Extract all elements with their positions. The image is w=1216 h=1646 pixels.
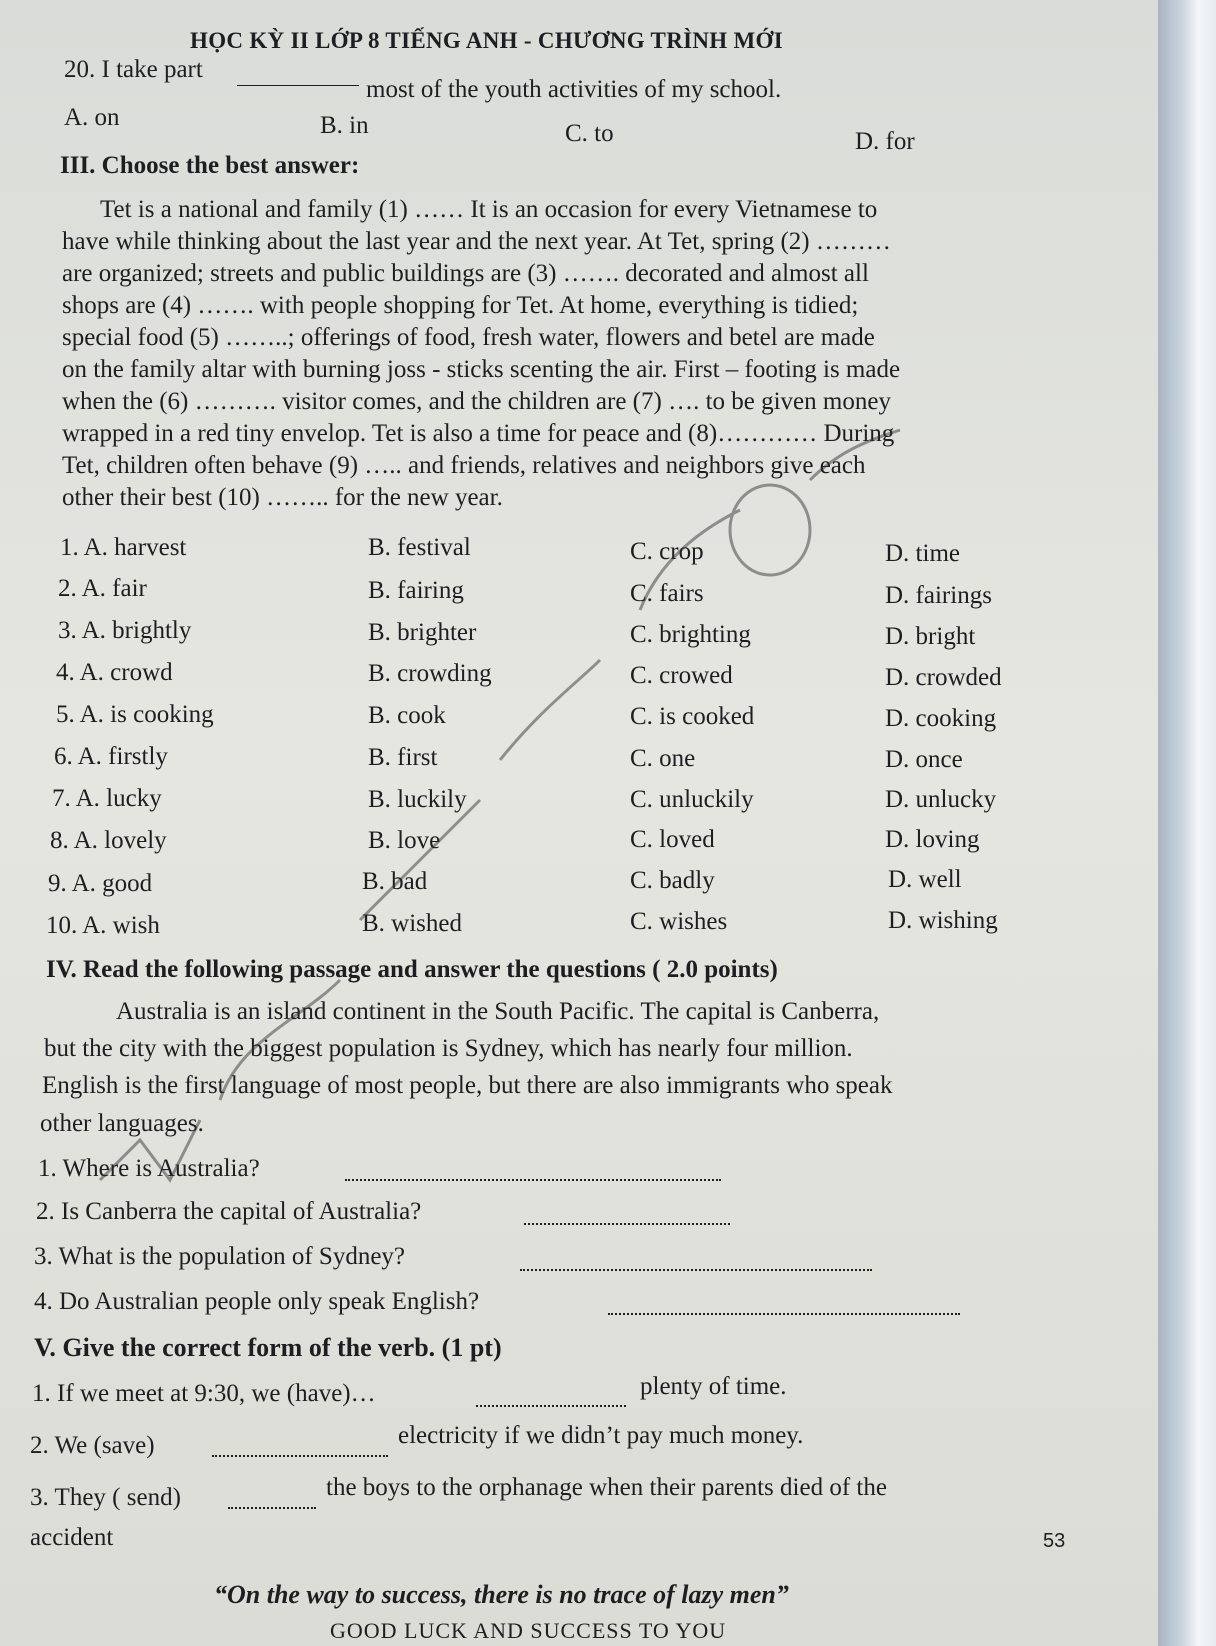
verb-item-3-suffix: the boys to the orphanage when their parents died of the <box>326 1474 887 1501</box>
passage-line: when the (6) ………. visitor comes, and the children are (7) …. to be given money <box>62 388 891 415</box>
section4-heading: IV. Read the following passage and answer the questions ( 2.0 points) <box>46 956 778 983</box>
passage-line: but the city with the biggest population is Sydney, which has nearly four million. <box>44 1035 853 1062</box>
option-d[interactable]: D. crowded <box>885 664 1002 691</box>
verb-answer-1[interactable] <box>476 1404 626 1407</box>
option-a[interactable]: 6. A. firstly <box>54 743 168 770</box>
option-c[interactable]: C. crop <box>630 538 704 565</box>
verb-item-2-prefix: 2. We (save) <box>30 1432 155 1459</box>
option-b[interactable]: B. bad <box>362 868 428 895</box>
option-a[interactable]: 1. A. harvest <box>60 534 187 561</box>
passage-line: on the family altar with burning joss - sticks scenting the air. First – footing is made <box>62 356 901 383</box>
q20-option-c: C. to <box>565 120 614 147</box>
option-d[interactable]: D. bright <box>885 623 976 650</box>
passage-line: have while thinking about the last year and the next year. At Tet, spring (2) ……… <box>62 228 891 255</box>
verb-item-3-continuation: accident <box>30 1524 114 1551</box>
verb-item-1-suffix: plenty of time. <box>640 1373 787 1400</box>
section3-heading: III. Choose the best answer: <box>60 152 360 179</box>
answer-field-3[interactable] <box>520 1268 872 1271</box>
option-c[interactable]: C. crowed <box>630 662 733 689</box>
option-c[interactable]: C. fairs <box>630 580 704 607</box>
passage-line: other languages. <box>40 1110 204 1137</box>
option-d[interactable]: D. loving <box>885 826 980 853</box>
q20-prefix: 20. I take part <box>64 56 203 83</box>
passage-line: Tet is a national and family (1) …… It is an occasion for every Vietnamese to <box>100 196 878 223</box>
passage-line: special food (5) ……..; offerings of food, fresh water, flowers and betel are made <box>62 324 875 351</box>
option-a[interactable]: 2. A. fair <box>58 575 147 602</box>
option-c[interactable]: C. brighting <box>630 621 751 648</box>
option-d[interactable]: D. unlucky <box>885 786 997 813</box>
option-c[interactable]: C. wishes <box>630 908 728 935</box>
background-edge <box>1158 0 1216 1646</box>
passage-line: English is the first language of most people, but there are also immigrants who speak <box>42 1072 893 1099</box>
option-b[interactable]: B. cook <box>368 702 446 729</box>
footer-text: GOOD LUCK AND SUCCESS TO YOU <box>330 1618 727 1643</box>
page-number: 53 <box>1043 1530 1066 1552</box>
answer-field-1[interactable] <box>345 1178 721 1181</box>
option-c[interactable]: C. badly <box>630 867 715 894</box>
option-b[interactable]: B. brighter <box>368 619 477 646</box>
q20-suffix: most of the youth activities of my school. <box>366 76 782 103</box>
passage-line: Tet, children often behave (9) ….. and friends, relatives and neighbors give each <box>62 452 866 479</box>
q20-option-d: D. for <box>855 128 915 155</box>
option-d[interactable]: D. time <box>885 540 960 567</box>
option-c[interactable]: C. one <box>630 745 696 772</box>
option-d[interactable]: D. once <box>885 746 963 773</box>
verb-answer-3[interactable] <box>228 1506 316 1509</box>
option-b[interactable]: B. luckily <box>368 786 467 813</box>
option-a[interactable]: 7. A. lucky <box>52 785 162 812</box>
option-a[interactable]: 3. A. brightly <box>58 617 192 644</box>
option-b[interactable]: B. love <box>368 827 441 854</box>
passage-line: Australia is an island continent in the South Pacific. The capital is Canberra, <box>116 998 880 1025</box>
option-b[interactable]: B. wished <box>362 910 462 937</box>
passage-line: wrapped in a red tiny envelop. Tet is also a time for peace and (8)………… During <box>62 420 895 447</box>
section5-heading: V. Give the correct form of the verb. (1 pt) <box>34 1333 502 1362</box>
option-d[interactable]: D. wishing <box>888 907 998 934</box>
verb-item-1-prefix: 1. If we meet at 9:30, we (have)… <box>32 1380 376 1407</box>
option-b[interactable]: B. fairing <box>368 577 464 604</box>
option-a[interactable]: 9. A. good <box>48 870 153 897</box>
question-1: 1. Where is Australia? <box>38 1155 260 1182</box>
option-d[interactable]: D. fairings <box>885 582 992 609</box>
page-title: HỌC KỲ II LỚP 8 TIẾNG ANH - CHƯƠNG TRÌNH MỚI <box>190 28 783 53</box>
passage-line: are organized; streets and public buildings are (3) ……. decorated and almost all <box>62 260 869 287</box>
question-2: 2. Is Canberra the capital of Australia? <box>36 1198 422 1225</box>
option-a[interactable]: 8. A. lovely <box>50 827 167 854</box>
q20-option-b: B. in <box>320 112 369 139</box>
option-b[interactable]: B. festival <box>368 534 471 561</box>
option-c[interactable]: C. unluckily <box>630 786 754 813</box>
answer-field-2[interactable] <box>524 1222 730 1225</box>
question-4: 4. Do Australian people only speak English? <box>34 1288 480 1315</box>
question-3: 3. What is the population of Sydney? <box>34 1243 406 1270</box>
option-d[interactable]: D. well <box>888 866 962 893</box>
q20-option-a: A. on <box>64 104 120 131</box>
passage-line: other their best (10) …….. for the new year. <box>62 484 503 511</box>
option-b[interactable]: B. crowding <box>368 660 492 687</box>
q20-answer-blank[interactable] <box>237 84 359 86</box>
verb-answer-2[interactable] <box>212 1454 388 1457</box>
verb-item-3-prefix: 3. They ( send) <box>30 1484 181 1511</box>
motivational-quote: “On the way to success, there is no trace of lazy men” <box>214 1580 789 1609</box>
answer-field-4[interactable] <box>608 1312 960 1315</box>
option-c[interactable]: C. is cooked <box>630 703 755 730</box>
option-a[interactable]: 4. A. crowd <box>56 659 173 686</box>
option-a[interactable]: 5. A. is cooking <box>56 701 214 728</box>
passage-line: shops are (4) ……. with people shopping for Tet. At home, everything is tidied; <box>62 292 859 319</box>
option-a[interactable]: 10. A. wish <box>46 912 160 939</box>
verb-item-2-suffix: electricity if we didn’t pay much money. <box>398 1422 804 1449</box>
option-c[interactable]: C. loved <box>630 826 715 853</box>
option-d[interactable]: D. cooking <box>885 705 997 732</box>
option-b[interactable]: B. first <box>368 744 438 771</box>
